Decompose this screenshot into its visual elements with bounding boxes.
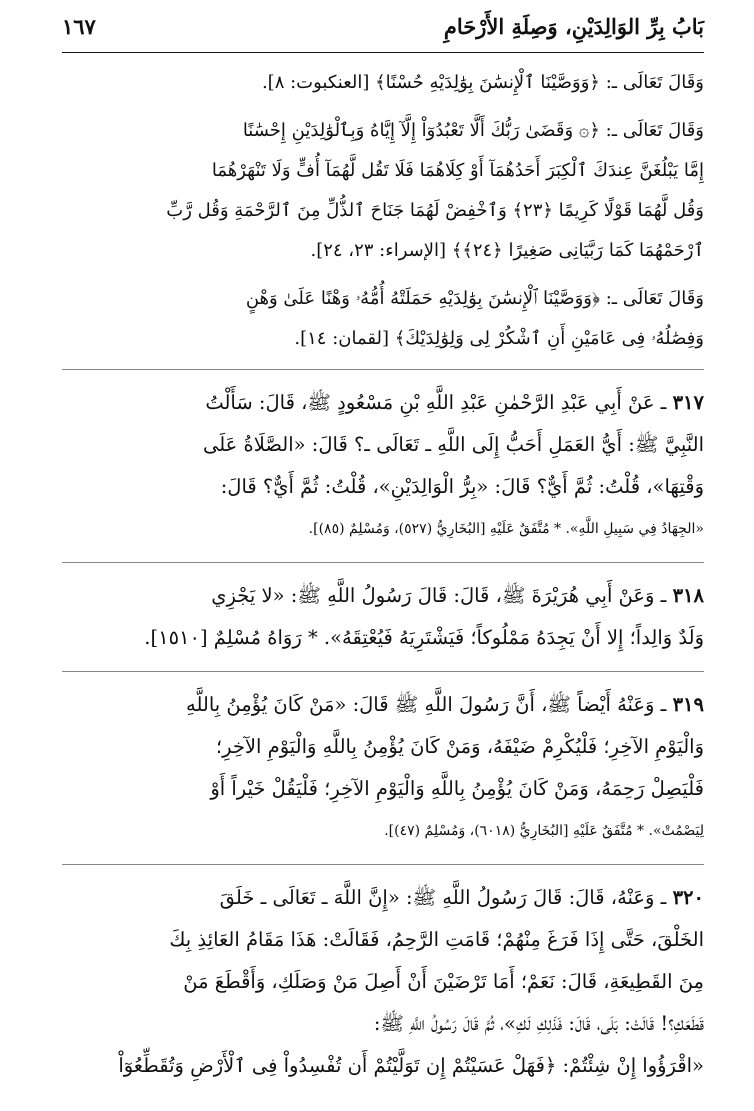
- text-line: [62, 382, 704, 424]
- text-line: وَلَدٌ وَالِداً؛ إِلا أَنْ يَجِدَهُ مَمْلُوكاً؛ فَيَشْتَرِيَهُ فَيُعْتِقَهُ». * رَوَاهُ مُسْلِمٌ [١٥١٠].: [144, 626, 704, 649]
- hadith-text: ـ عَنْ أَبِي عَبْدِ الرَّحْمٰنِ عَبْدِ اللَّهِ بْنِ مَسْعُودٍ ﷺ، قَالَ: سَأَلْتُ: [205, 391, 667, 414]
- running-header: [62, 0, 704, 53]
- text-line: وَقُل لَّهُمَا قَوْلًا كَرِيمًا ﴿٢٣﴾ وَٱخْفِضْ لَهُمَا جَنَاحَ ٱلذُّلِّ مِنَ ٱلرَّحْمَةِ وَقُل رَّبِّ: [166, 200, 704, 221]
- hadith-317: [62, 372, 704, 556]
- text-line: لِيَصْمُتْ». * مُتَّفَقٌ عَلَيْهِ [البُخَارِيُّ (٦٠١٨)، وَمُسْلِمٌ (٤٧)].: [384, 823, 704, 839]
- text-line: «اقْرَؤُوا إِنْ شِئْتُمْ: ﴿فَهَلْ عَسَيْتُمْ إِن تَوَلَّيْتُمْ أَن تُفْسِدُواْ فِى ٱلْأَرْضِ وَتُقَطِّعُوٓاْ: [118, 1054, 704, 1077]
- hadith-320: [62, 867, 704, 1093]
- hadith-number: ٣١٩: [672, 693, 704, 716]
- hadith-text: ـ وَعَنْهُ أَيْضاً ﷺ، أَنَّ رَسُولَ اللَّهِ ﷺ قَالَ: «مَنْ كَانَ يُؤْمِنُ بِاللَّهِ: [186, 693, 667, 716]
- ayah-paragraph-2: [62, 107, 704, 275]
- text-line: «الجِهَادُ فِي سَبِيلِ اللَّهِ». * مُتَّفَقٌ عَلَيْهِ [البُخَارِيُّ (٥٢٧)، وَمُسْلِمٌ (٨٥)].: [308, 521, 704, 537]
- hadith-number: ٣١٨: [672, 584, 704, 607]
- hadith-319: [62, 674, 704, 858]
- text-line: وَقَالَ تَعَالَى ـ: ﴿وَوَصَّيْنَا ٱلْإِنسَٰنَ بِوَٰلِدَيْهِ حُسْنًا﴾ [العنكبوت: ٨].: [261, 72, 704, 93]
- text-line: قَطَعَكِ؟! قَالَتْ: بَلَى، قَالَ: فَذَلِكِ لَكِ»، ثُمَّ قَالَ رَسُولُ اللَّهِ ﷺ:: [373, 1012, 704, 1035]
- text-line: وَالْيَوْمِ الآخِرِ؛ فَلْيُكْرِمْ ضَيْفَهُ، وَمَنْ كَانَ يُؤْمِنُ بِاللَّهِ وَالْيَوْمِ الآخِرِ؛: [215, 735, 704, 758]
- hadith-text: ـ وَعَنْ أَبِي هُرَيْرَةَ ﷺ، قَالَ: قَالَ رَسُولُ اللَّهِ ﷺ: «لا يَجْزِي: [211, 584, 667, 607]
- text-line: مِنَ القَطِيعَةِ، قَالَ: نَعَمْ؛ أَمَا تَرْضَيْنَ أَنْ أَصِلَ مَنْ وَصَلَكِ، وَأَقْطَعَ مَنْ: [183, 970, 704, 993]
- text-line: وَقْتِهَا»، قُلْتُ: ثُمَّ أَيٌّ؟ قَالَ: «بِرُّ الْوَالِدَيْنِ»، قُلْتُ: ثُمَّ أَيٌّ؟ قَالَ:: [220, 475, 704, 498]
- hadith-text: ـ وَعَنْهُ، قَالَ: قَالَ رَسُولُ اللَّهِ ﷺ: «إِنَّ اللَّهَ ـ تَعَالَى ـ خَلَقَ: [219, 886, 667, 909]
- ayah-section: [62, 59, 704, 363]
- hadith-number: ٣١٧: [672, 391, 704, 414]
- text-line: فَلْيَصِلْ رَحِمَهُ، وَمَنْ كَانَ يُؤْمِنُ بِاللَّهِ وَالْيَوْمِ الآخِرِ؛ فَلْيَقُلْ خَيْراً أَوْ: [210, 777, 704, 800]
- ayah-paragraph-1: [62, 59, 704, 107]
- text-line: وَفِصَٰلُهُۥ فِى عَامَيْنِ أَنِ ٱشْكُرْ لِى وَلِوَٰلِدَيْكَ﴾ [لقمان: ١٤].: [294, 328, 704, 349]
- section-divider: [62, 562, 704, 563]
- text-line: [62, 877, 704, 919]
- chapter-title: بَابُ بِرِّ الوَالِدَيْنِ، وَصِلَةِ الأَرْحَامِ: [443, 13, 704, 39]
- hadith-318: [62, 565, 704, 665]
- text-line: [62, 575, 704, 617]
- text-line: الخَلْقَ، حَتَّى إِذَا فَرَغَ مِنْهُمْ؛ قَامَتِ الرَّحِمُ، فَقَالَتْ: هَذَا مَقَامُ العَائِذِ بِكَ: [169, 928, 704, 951]
- text-line: النَّبِيَّ ﷺ: أَيُّ العَمَلِ أَحَبُّ إِلَى اللَّهِ ـ تَعَالَى ـ؟ قَالَ: «الصَّلَاةُ عَلَى: [202, 433, 704, 456]
- text-line: إِمَّا يَبْلُغَنَّ عِندَكَ ٱلْكِبَرَ أَحَدُهُمَآ أَوْ كِلَاهُمَا فَلَا تَقُل لَّهُمَآ أُفٍّ وَلَا تَنْهَرْهُمَا: [211, 160, 704, 181]
- text-line: وَقَالَ تَعَالَى ـ: ﴿وَوَصَّيْنَا ٱلْإِنسَٰنَ بِوَٰلِدَيْهِ حَمَلَتْهُ أُمُّهُۥ وَهْنًا عَلَىٰ وَهْنٍ: [245, 288, 704, 309]
- section-divider: [62, 864, 704, 865]
- ayah-paragraph-3: [62, 275, 704, 363]
- text-line: ٱرْحَمْهُمَا كَمَا رَبَّيَانِى صَغِيرًا ﴿٢٤﴾﴾ [الإسراء: ٢٣، ٢٤].: [310, 240, 704, 261]
- section-divider: [62, 671, 704, 672]
- hadith-number: ٣٢٠: [672, 886, 704, 909]
- page-number: ١٦٧: [62, 13, 96, 39]
- text-line: وَقَالَ تَعَالَى ـ: ﴿۞ وَقَضَىٰ رَبُّكَ أَلَّا تَعْبُدُوٓاْ إِلَّآ إِيَّاهُ وَبِٱلْوَٰلِدَيْنِ إِحْسَٰنًا: [242, 120, 704, 141]
- text-line: [62, 684, 704, 726]
- section-divider: [62, 369, 704, 370]
